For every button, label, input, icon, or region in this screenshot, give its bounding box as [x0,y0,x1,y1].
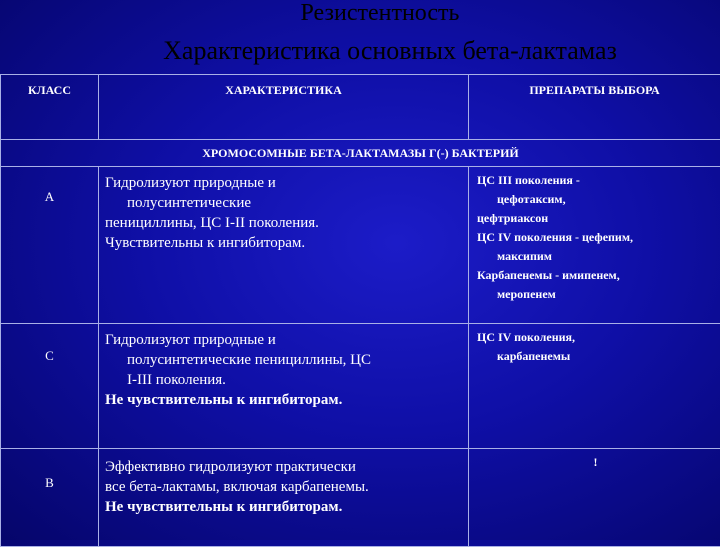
char-line: Не чувствительны к ингибиторам. [105,390,462,410]
char-line: Эффективно гидролизуют практически [105,457,462,477]
characteristic-cell [99,324,469,449]
class-cell: С [1,324,99,449]
characteristic-cell [99,449,469,547]
drugs-cell: ! [469,449,720,547]
table-row [1,449,720,547]
drug-line: максипим [477,247,714,266]
drug-line: ЦС IV поколения - цефепим, [477,228,714,247]
char-line: Гидролизуют природные и [105,330,462,350]
table-row [1,324,720,449]
char-line: все бета-лактамы, включая карбапенемы. [105,477,462,497]
section-title: ХРОМОСОМНЫЕ БЕТА-ЛАКТАМАЗЫ Г(-) БАКТЕРИЙ [1,140,720,167]
char-line: Чувствительны к ингибиторам. [105,233,462,253]
slide-subtitle: Характеристика основных бета-лактамаз [0,36,720,66]
char-line: пенициллины, ЦС I-II поколения. [105,213,462,233]
section-row [1,140,720,167]
drugs-cell [469,324,720,449]
table-header-row [1,75,720,140]
drug-line: Карбапенемы - имипенем, [477,266,714,285]
header-class: КЛАСС [1,75,99,140]
drug-line: карбапенемы [477,347,714,366]
class-cell: А [1,167,99,324]
char-line: полусинтетические пенициллины, ЦС [105,350,462,370]
drug-line: ЦС IV поколения, [477,328,714,347]
char-line: полусинтетические [105,193,462,213]
drug-line: цефтриаксон [477,209,714,228]
drugs-cell [469,167,720,324]
drug-line: меропенем [477,285,714,304]
char-line: Гидролизуют природные и [105,173,462,193]
beta-lactamase-table [0,74,720,547]
table-row [1,167,720,324]
slide-title: Резистентность [0,0,720,27]
class-cell: В [1,449,99,547]
char-line: Не чувствительны к ингибиторам. [105,497,462,517]
drug-line: цефотаксим, [477,190,714,209]
header-characteristic: ХАРАКТЕРИСТИКА [99,75,469,140]
characteristic-cell [99,167,469,324]
drug-line: ЦС III поколения - [477,171,714,190]
header-drugs: ПРЕПАРАТЫ ВЫБОРА [469,75,720,140]
char-line: I-III поколения. [105,370,462,390]
